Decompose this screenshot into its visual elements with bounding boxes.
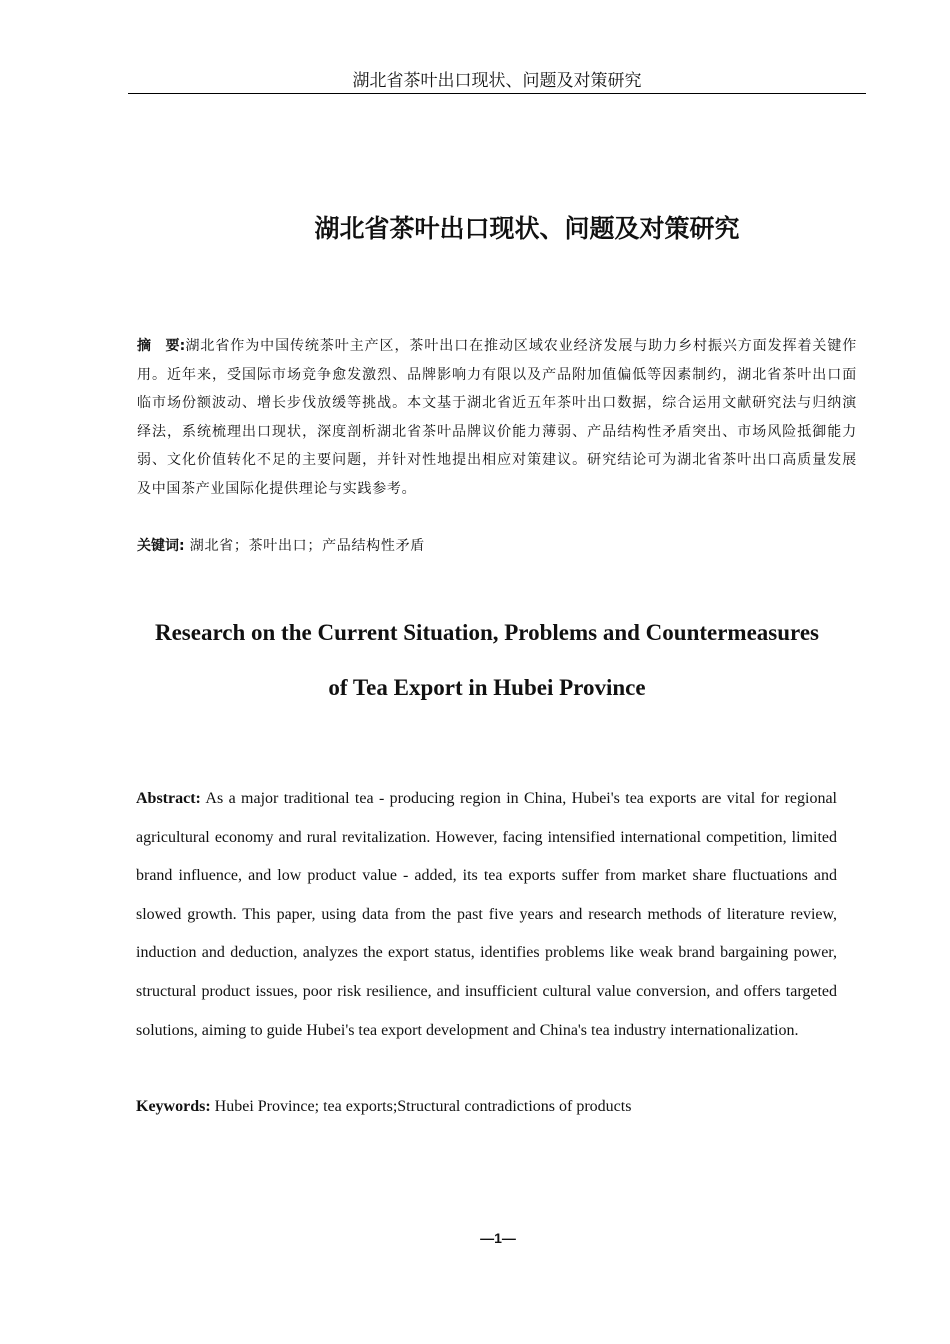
english-title-line-1: Research on the Current Situation, Problems and Countermeasures — [154, 620, 819, 645]
page-number: —1— — [480, 1230, 516, 1246]
english-keywords — [136, 1094, 837, 1120]
english-abstract-label: Abstract: — [136, 790, 201, 807]
english-abstract — [136, 780, 837, 1050]
english-title-line-2: of Tea Export in Hubei Province — [328, 675, 646, 700]
english-keywords-label: Keywords: — [136, 1098, 211, 1115]
header-rule — [128, 93, 866, 94]
chinese-keywords — [137, 534, 857, 558]
chinese-abstract-label: 摘 要: — [137, 338, 186, 354]
chinese-keywords-text: 湖北省；茶叶出口；产品结构性矛盾 — [189, 538, 425, 554]
chinese-title: 湖北省茶叶出口现状、问题及对策研究 — [314, 214, 740, 243]
english-keywords-text: Hubei Province; tea exports;Structural contradictions of products — [214, 1098, 632, 1115]
chinese-keywords-label: 关键词: — [137, 538, 185, 554]
english-abstract-text: As a major traditional tea - producing region in China, Hubei's tea exports are vital for regional agricultural economy and rural revitalization. However, facing intensified international competition, limited brand influence, and low product value - added, its tea exports suffer from market share fluctuations and slowed growth. This paper, using data from the past five years and research methods of literature review, induction and deduction, analyzes the export status, identifies problems like weak brand bargaining power, structural product issues, poor risk resilience, and insufficient cultural value conversion, and offers targeted solutions, aiming to guide Hubei's tea export development and China's tea industry internationalization. — [136, 790, 837, 1039]
running-header: 湖北省茶叶出口现状、问题及对策研究 — [352, 71, 642, 91]
chinese-abstract-text: 湖北省作为中国传统茶叶主产区，茶叶出口在推动区域农业经济发展与助力乡村振兴方面发挥着关键作用。近年来，受国际市场竞争愈发激烈、品牌影响力有限以及产品附加值偏低等因素制约，湖北省茶叶出口面临市场份额波动、增长步伐放缓等挑战。本文基于湖北省近五年茶叶出口数据，综合运用文献研究法与归纳演绎法，系统梳理出口现状，深度剖析湖北省茶叶品牌议价能力薄弱、产品结构性矛盾突出、市场风险抵御能力弱、文化价值转化不足的主要问题，并针对性地提出相应对策建议。研究结论可为湖北省茶叶出口高质量发展及中国茶产业国际化提供理论与实践参考。 — [137, 338, 857, 497]
english-title — [100, 605, 874, 715]
chinese-abstract — [137, 332, 857, 504]
